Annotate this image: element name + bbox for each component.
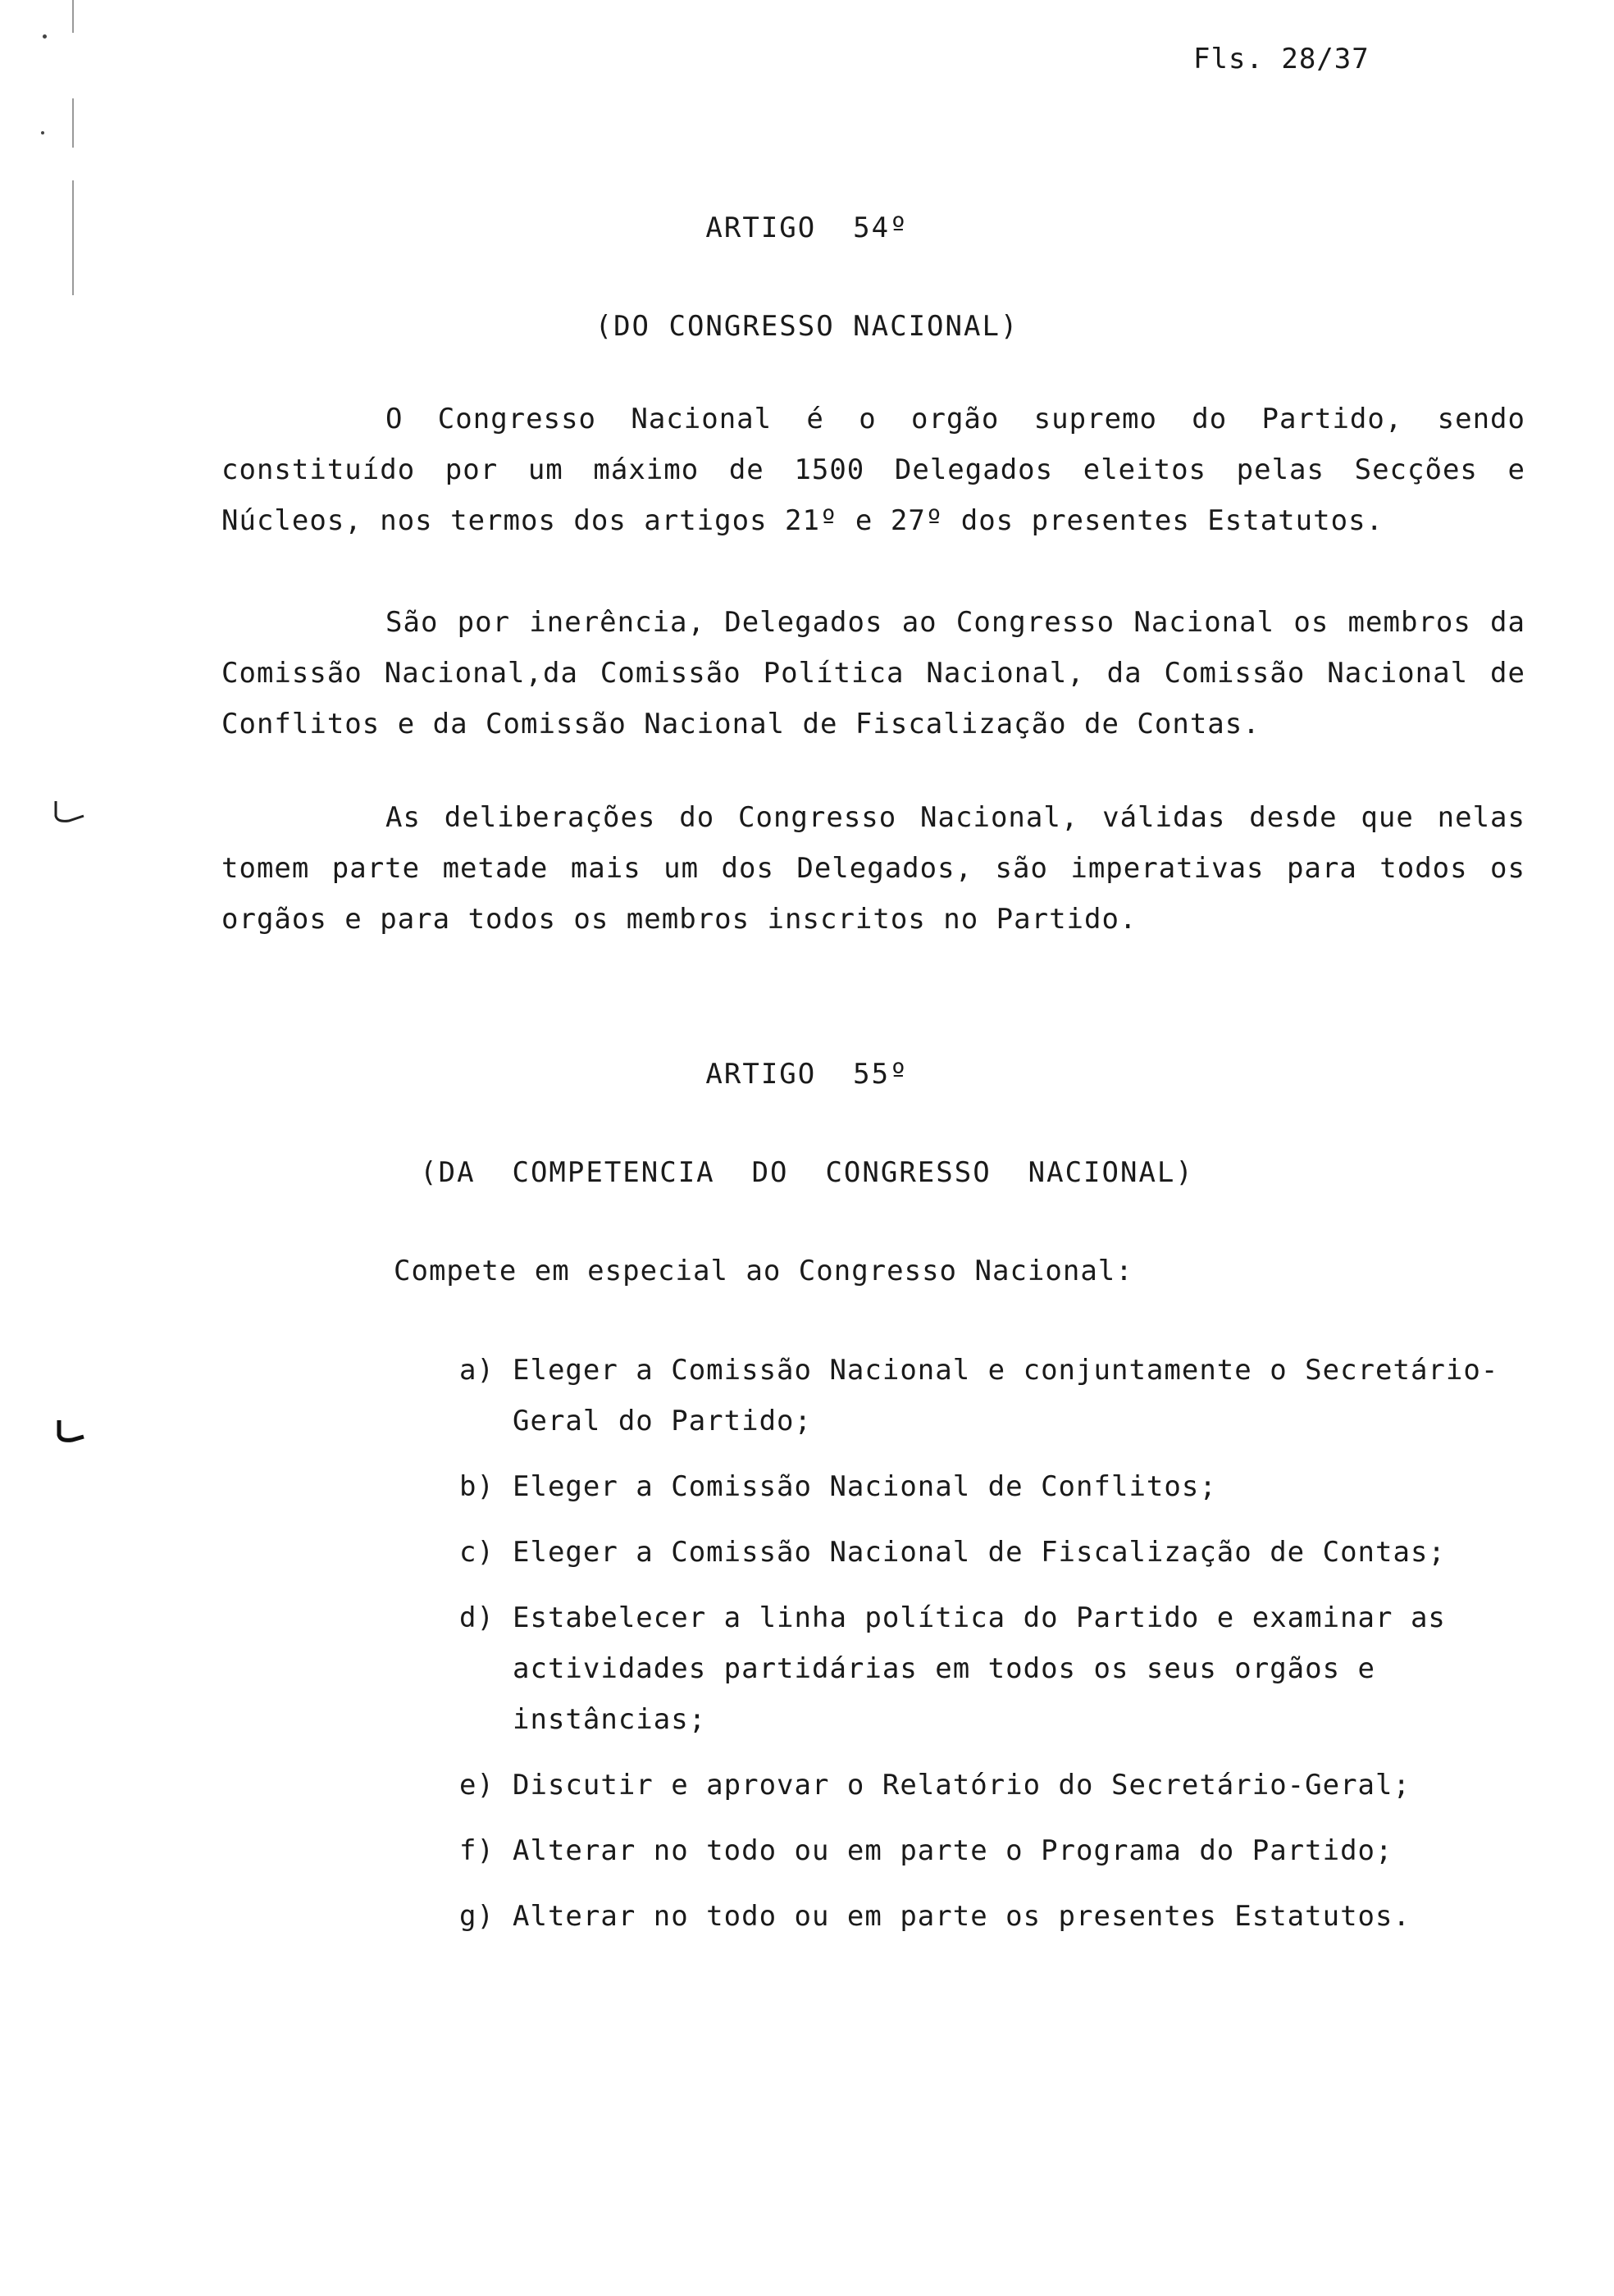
list-item-text: Eleger a Comissão Nacional de Fiscalização de Contas; bbox=[513, 1536, 1446, 1569]
list-item-text: Estabelecer a linha política do Partido e examinar as actividades partidárias em todos os seus orgãos e instâncias; bbox=[513, 1601, 1446, 1736]
list-item bbox=[459, 1760, 1525, 1811]
list-marker: f) bbox=[459, 1834, 495, 1867]
article-54-paragraph-3: As deliberações do Congresso Nacional, válidas desde que nelas tomem parte metade mais um dos Delegados, são imperativas para todos os orgãos e para todos os membros inscritos no Partido. bbox=[221, 801, 1525, 936]
list-item bbox=[459, 1891, 1525, 1942]
list-item-text: Eleger a Comissão Nacional de Conflitos; bbox=[513, 1470, 1217, 1503]
article-54-paragraph-2: São por inerência, Delegados ao Congresso Nacional os membros da Comissão Nacional,da Comissão Política Nacional, da Comissão Nacional de Conflitos e da Comissão Nacional de Fiscalização de Contas. bbox=[221, 606, 1525, 740]
article-55-intro: Compete em especial ao Congresso Nacional: bbox=[394, 1255, 1133, 1287]
punch-hole-mark bbox=[49, 800, 85, 824]
article-55-number: ARTIGO 55º bbox=[705, 1058, 909, 1091]
list-item-text: Discutir e aprovar o Relatório do Secretário-Geral; bbox=[513, 1769, 1411, 1802]
scan-speck bbox=[41, 131, 44, 134]
punch-hole-mark bbox=[49, 1419, 85, 1443]
list-item bbox=[459, 1592, 1525, 1745]
list-marker: b) bbox=[459, 1470, 495, 1503]
list-marker: g) bbox=[459, 1900, 495, 1933]
list-item-text: Alterar no todo ou em parte os presentes Estatutos. bbox=[513, 1900, 1411, 1933]
article-55-title: (DA COMPETENCIA DO CONGRESSO NACIONAL) bbox=[420, 1156, 1194, 1189]
binder-mark bbox=[72, 0, 74, 33]
list-marker: c) bbox=[459, 1536, 495, 1569]
list-marker: e) bbox=[459, 1769, 495, 1802]
list-marker: a) bbox=[459, 1354, 495, 1387]
list-item bbox=[459, 1345, 1525, 1446]
article-54-paragraph-1: O Congresso Nacional é o orgão supremo do Partido, sendo constituído por um máximo de 1500 Delegados eleitos pelas Secções e Núcleos, nos termos dos artigos 21º e 27º dos presentes Estatutos. bbox=[221, 403, 1525, 537]
page-folio: Fls. 28/37 bbox=[1193, 43, 1370, 75]
binder-mark bbox=[72, 98, 74, 148]
article-54-number: ARTIGO 54º bbox=[705, 212, 909, 244]
list-item bbox=[459, 1527, 1525, 1578]
list-item bbox=[459, 1825, 1525, 1876]
list-item-text: Eleger a Comissão Nacional e conjuntamente o Secretário-Geral do Partido; bbox=[513, 1354, 1499, 1437]
list-marker: d) bbox=[459, 1601, 495, 1634]
scan-speck bbox=[43, 34, 47, 39]
competence-list bbox=[459, 1345, 1525, 1957]
list-item-text: Alterar no todo ou em parte o Programa do Partido; bbox=[513, 1834, 1393, 1867]
list-item bbox=[459, 1461, 1525, 1512]
article-54-title: (DO CONGRESSO NACIONAL) bbox=[595, 310, 1019, 343]
